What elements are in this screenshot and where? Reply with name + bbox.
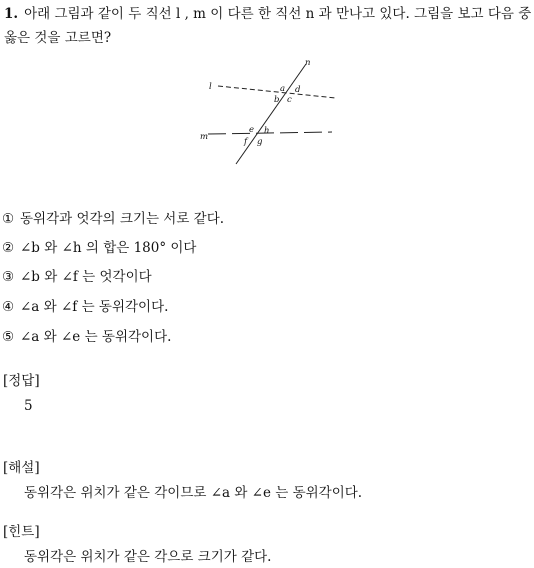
- explanation-label: [해설]: [3, 460, 40, 476]
- label-d: d: [295, 85, 301, 95]
- label-a: a: [280, 84, 286, 94]
- choice-5-mark: ⑤: [2, 329, 15, 345]
- choice-5[interactable]: [2, 326, 171, 348]
- line-n: [236, 64, 306, 164]
- geometry-figure: [196, 56, 346, 168]
- label-l: l: [209, 82, 212, 92]
- choice-1-text: 동위각과 엇각의 크기는 서로 같다.: [20, 211, 225, 227]
- line-m: [208, 132, 332, 134]
- label-f: f: [244, 137, 248, 147]
- choice-4[interactable]: [2, 296, 168, 318]
- choice-2[interactable]: [2, 237, 196, 259]
- label-m: m: [200, 132, 209, 142]
- label-e: e: [249, 125, 255, 135]
- label-c: c: [287, 95, 292, 105]
- choice-4-text: ∠a 와 ∠f 는 동위각이다.: [20, 299, 169, 315]
- answer-label: [정답]: [3, 373, 40, 389]
- label-g: g: [257, 137, 263, 147]
- hint-label: [힌트]: [3, 524, 40, 540]
- choice-3[interactable]: [2, 266, 152, 288]
- answer-value: 5: [24, 398, 33, 414]
- label-h: h: [264, 126, 270, 136]
- choice-4-mark: ④: [2, 299, 15, 315]
- label-n: n: [305, 58, 311, 68]
- choice-3-text: ∠b 와 ∠f 는 엇각이다: [20, 269, 152, 285]
- label-b: b: [274, 95, 280, 105]
- choice-2-text: ∠b 와 ∠h 의 합은 180° 이다: [20, 240, 197, 256]
- choice-1[interactable]: [2, 208, 224, 230]
- hint-text: 동위각은 위치가 같은 각으로 크기가 같다.: [24, 549, 272, 565]
- question: [4, 2, 532, 50]
- choice-2-mark: ②: [2, 240, 15, 256]
- question-text: 아래 그림과 같이 두 직선 l , m 이 다른 한 직선 n 과 만나고 있다. 그림을 보고 다음 중 옳은 것을 고르면?: [4, 6, 532, 46]
- choice-3-mark: ③: [2, 269, 15, 285]
- question-number: 1.: [4, 6, 19, 22]
- choice-5-text: ∠a 와 ∠e 는 동위각이다.: [20, 329, 172, 345]
- choice-1-mark: ①: [2, 211, 15, 227]
- explanation-text: 동위각은 위치가 같은 각이므로 ∠a 와 ∠e 는 동위각이다.: [24, 485, 363, 501]
